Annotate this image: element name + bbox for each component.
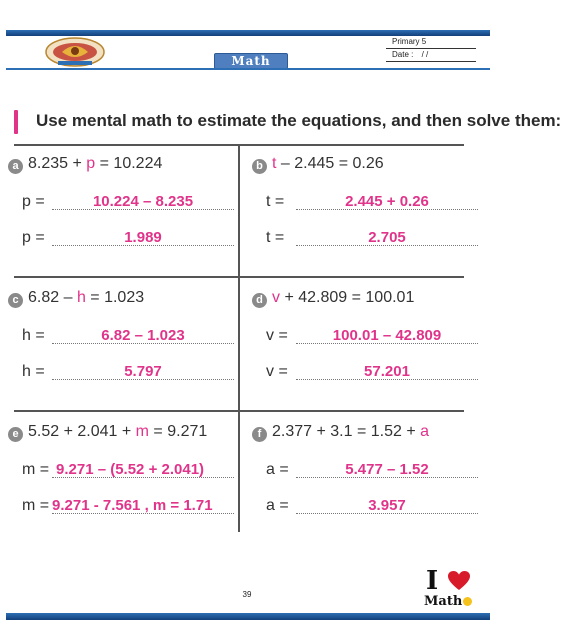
- footer-bar: [6, 613, 490, 620]
- problem-letter: d: [252, 293, 267, 308]
- date-value: / /: [421, 50, 429, 59]
- answer-lhs: a =: [266, 497, 289, 514]
- eq-part: = 1.023: [85, 289, 145, 306]
- eq-variable: a: [420, 423, 430, 440]
- problem-letter: c: [8, 293, 23, 308]
- eq-variable: v: [272, 289, 280, 306]
- problem-equation: [272, 423, 429, 441]
- answer-lhs: v =: [266, 327, 288, 344]
- answer-row: [266, 497, 480, 517]
- answer-row: [266, 363, 480, 383]
- answer-row: [22, 363, 236, 383]
- answer-lhs: m =: [22, 497, 50, 514]
- grid-line-vertical: [238, 146, 240, 532]
- answer-row: [22, 193, 236, 213]
- page-number: 39: [242, 590, 252, 599]
- answer-lhs: h =: [22, 363, 45, 380]
- problem-a: [8, 153, 236, 253]
- eq-variable: t: [272, 155, 277, 172]
- date-label: Date :: [392, 50, 414, 59]
- answer-row: [266, 327, 480, 347]
- answer-value: 2.445 + 0.26: [345, 193, 429, 210]
- answer-lhs: p =: [22, 229, 45, 246]
- answer-value: 100.01 – 42.809: [332, 327, 442, 344]
- answer-row: [266, 193, 480, 213]
- problem-letter: f: [252, 427, 267, 442]
- problem-letter: a: [8, 159, 23, 174]
- answer-lhs: v =: [266, 363, 288, 380]
- problem-f: [252, 421, 480, 521]
- i-love-math-logo: [424, 568, 480, 612]
- header-underline: [6, 68, 490, 70]
- problem-letter: b: [252, 159, 267, 174]
- problem-b: [252, 153, 480, 253]
- answer-row: [266, 461, 480, 481]
- problem-equation: [272, 289, 414, 307]
- problem-d: [252, 287, 480, 387]
- eq-variable: h: [76, 289, 86, 306]
- problem-c: [8, 287, 236, 387]
- problem-letter: e: [8, 427, 23, 442]
- eq-part: 8.235 +: [28, 155, 87, 172]
- eq-part: 5.52 + 2.041 +: [28, 423, 136, 440]
- answer-value: 5.797: [124, 363, 162, 380]
- answer-row: [22, 497, 236, 517]
- answer-row: [22, 461, 236, 481]
- instruction-text: Use mental math to estimate the equations, and then solve them:: [36, 111, 561, 130]
- grade-label: Primary 5: [386, 36, 476, 49]
- eq-part: + 42.809 = 100.01: [280, 289, 415, 306]
- answer-value: 5.477 – 1.52: [345, 461, 429, 478]
- eq-variable: m: [135, 423, 149, 440]
- problem-equation: [28, 423, 207, 441]
- brand-word: [424, 594, 472, 609]
- heart-icon: [448, 571, 470, 591]
- answer-lhs: p =: [22, 193, 45, 210]
- info-box: [386, 36, 476, 62]
- answer-value: 6.82 – 1.023: [101, 327, 185, 344]
- answer-value: 9.271 - 7.561 , m = 1.71: [52, 497, 213, 514]
- answer-lhs: m =: [22, 461, 50, 478]
- answer-value: 10.224 – 8.235: [92, 193, 194, 210]
- problem-equation: [28, 155, 162, 173]
- problem-equation: [272, 155, 384, 173]
- problem-e: [8, 421, 236, 521]
- answer-lhs: t =: [266, 193, 285, 210]
- eq-part: – 2.445 = 0.26: [276, 155, 384, 172]
- answer-lhs: a =: [266, 461, 289, 478]
- eq-part: = 9.271: [148, 423, 208, 440]
- eq-part: 2.377 + 3.1 = 1.52 +: [272, 423, 421, 440]
- answer-value: 1.989: [124, 229, 162, 246]
- eq-part: 6.82 –: [28, 289, 77, 306]
- answer-row: [22, 229, 236, 249]
- page-header: [6, 30, 490, 70]
- brand-word-text: Math: [424, 594, 463, 609]
- eq-part: = 10.224: [95, 155, 163, 172]
- answer-value: 2.705: [368, 229, 406, 246]
- answer-value: 3.957: [368, 497, 406, 514]
- eq-variable: p: [86, 155, 96, 172]
- answer-value: 57.201: [364, 363, 410, 380]
- school-logo-icon: [44, 36, 106, 68]
- instruction: [14, 110, 561, 134]
- instruction-marker: [14, 110, 18, 134]
- smiley-icon: [463, 597, 472, 606]
- answer-lhs: t =: [266, 229, 285, 246]
- brand-letter: I: [426, 566, 439, 596]
- answer-lhs: h =: [22, 327, 45, 344]
- answer-row: [266, 229, 480, 249]
- problem-equation: [28, 289, 144, 307]
- answer-row: [22, 327, 236, 347]
- date-line: [386, 49, 476, 62]
- subject-banner: Math: [214, 53, 288, 69]
- answer-value: 9.271 – (5.52 + 2.041): [56, 461, 205, 478]
